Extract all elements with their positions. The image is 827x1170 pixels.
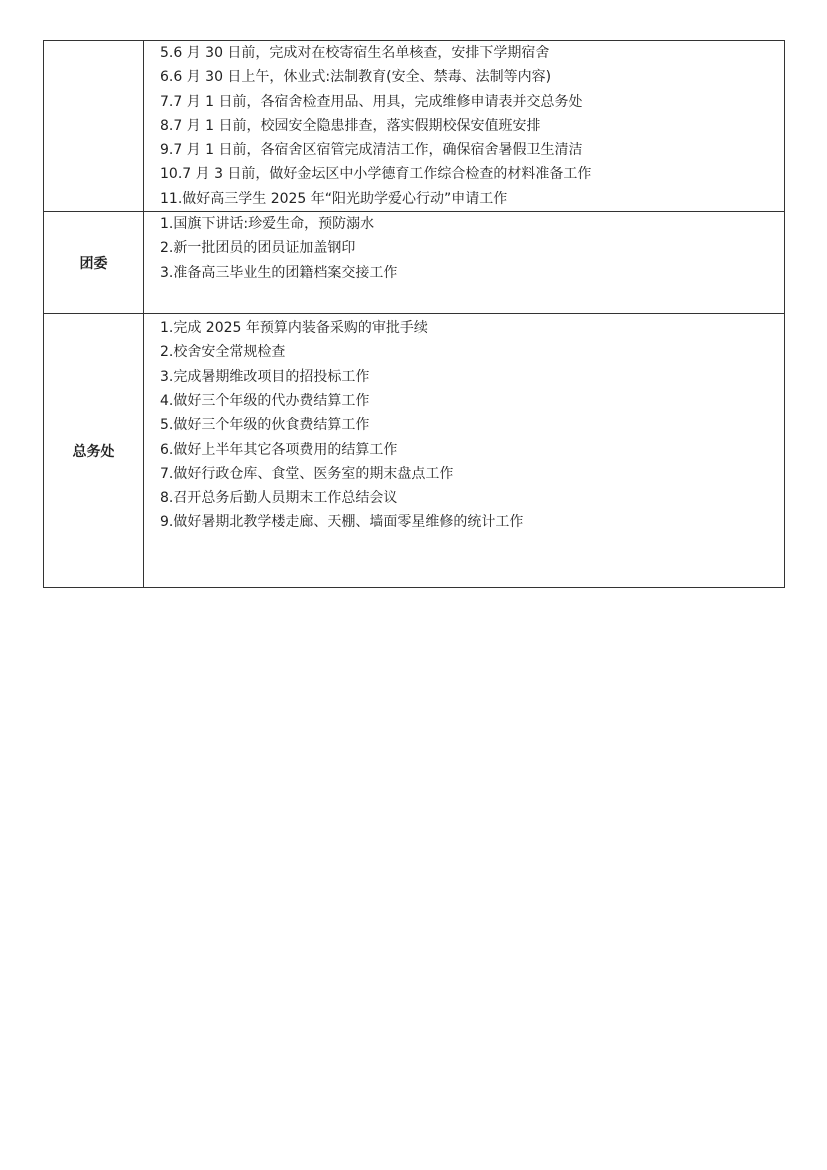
task-item: 9.7 月 1 日前，各宿舍区宿管完成清洁工作，确保宿舍暑假卫生清洁 — [160, 142, 583, 159]
task-item: 4.做好三个年级的代办费结算工作 — [160, 392, 370, 409]
task-item: 5.做好三个年级的伙食费结算工作 — [160, 417, 370, 434]
task-list-cell — [144, 314, 785, 588]
work-plan-table — [43, 40, 785, 588]
task-item: 7.做好行政仓库、食堂、医务室的期末盘点工作 — [160, 465, 454, 482]
task-list-cell — [144, 41, 785, 212]
task-item: 1.完成 2025 年预算内装备采购的审批手续 — [160, 320, 428, 337]
task-item: 8.7 月 1 日前，校园安全隐患排查，落实假期校保安值班安排 — [160, 117, 541, 134]
task-list-cell — [144, 212, 785, 314]
table-row — [44, 41, 785, 212]
task-item: 3.完成暑期维改项目的招投标工作 — [160, 368, 370, 385]
task-item: 2.校舍安全常规检查 — [160, 344, 286, 361]
dept-cell: 总务处 — [44, 314, 144, 588]
task-item: 6.6 月 30 日上午，休业式:法制教育(安全、禁毒、法制等内容) — [160, 69, 552, 86]
task-item: 3.准备高三毕业生的团籍档案交接工作 — [160, 264, 398, 281]
task-item: 2.新一批团员的团员证加盖钢印 — [160, 240, 356, 257]
task-item: 10.7 月 3 日前，做好金坛区中小学德育工作综合检查的材料准备工作 — [160, 166, 592, 183]
task-item: 9.做好暑期北教学楼走廊、天棚、墙面零星维修的统计工作 — [160, 514, 524, 531]
dept-cell: 团委 — [44, 212, 144, 314]
table-row — [44, 314, 785, 588]
task-item: 5.6 月 30 日前，完成对在校寄宿生名单核查，安排下学期宿舍 — [160, 45, 550, 61]
table-row — [44, 212, 785, 314]
task-item: 11.做好高三学生 2025 年“阳光助学爱心行动”申请工作 — [160, 190, 508, 207]
dept-cell — [44, 41, 144, 212]
task-item: 8.召开总务后勤人员期末工作总结会议 — [160, 490, 398, 507]
task-item: 1.国旗下讲话:珍爱生命，预防溺水 — [160, 216, 375, 233]
task-item: 6.做好上半年其它各项费用的结算工作 — [160, 441, 398, 458]
task-item: 7.7 月 1 日前，各宿舍检查用品、用具，完成维修申请表并交总务处 — [160, 93, 583, 110]
